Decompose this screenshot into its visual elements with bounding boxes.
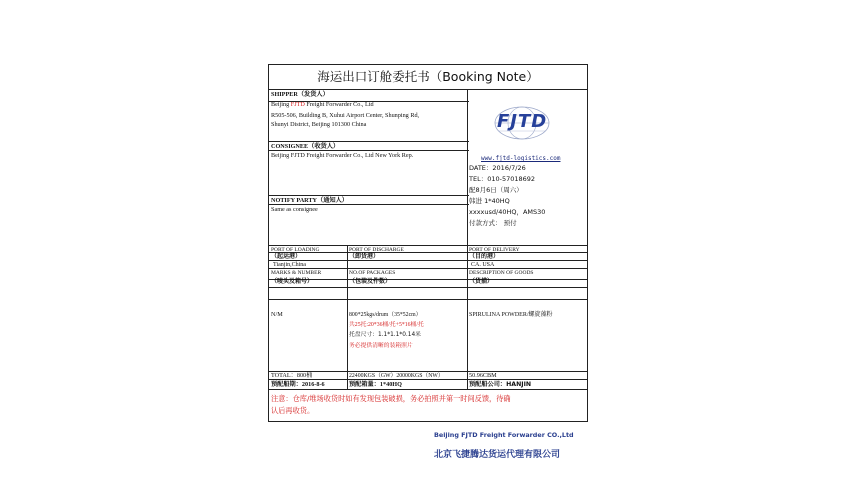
shipper-address-1: R505-506, Building B, Xuhui Airport Center, Shunping Rd, xyxy=(271,112,420,119)
info-schedule: 配8月6日（周六） xyxy=(469,186,523,194)
notice-line-1: 注意：仓库/堆场收货时如有发现包装破损，务必拍照并第一时间反馈，待确 xyxy=(271,394,511,403)
port-of-discharge-label: PORT OF DISCHARGE xyxy=(349,247,404,253)
info-rate: xxxxusd/40HQ，AMS30 xyxy=(469,208,546,216)
port-of-loading-cn: （起运港） xyxy=(271,253,302,260)
notify-header: NOTIFY PARTY（通知人） xyxy=(271,197,348,204)
info-tel: TEL：010-57018692 xyxy=(469,175,536,183)
total-value: TOTAL：800桶 xyxy=(271,372,313,379)
port-of-delivery-value: CA. USA xyxy=(471,262,495,268)
port-of-loading-value: Tianjin,China xyxy=(273,262,306,268)
marks-value: N/M xyxy=(271,311,283,318)
marks-cn: （唛头及箱号） xyxy=(271,278,314,285)
prebook-carrier: 预配船公司：HANJIN xyxy=(469,381,532,388)
port-of-delivery-cn: （目的港） xyxy=(469,253,500,260)
divider xyxy=(269,299,587,300)
notify-value: Same as consignee xyxy=(271,206,318,213)
logo-text: FJTD xyxy=(497,111,548,132)
packages-label: NO.OF PACKAGES xyxy=(349,270,396,276)
packages-cn: （包装及件数） xyxy=(349,278,392,285)
prebook-date: 预配船期：2016-8-6 xyxy=(271,381,325,388)
consignee-name: Beijing FJTD Freight Forwarder Co., Ltd New York Rep. xyxy=(271,152,414,159)
document-title: 海运出口订舱委托书（Booking Note） xyxy=(269,65,587,90)
stamp-chinese-name: 北京飞捷腾达货运代理有限公司 xyxy=(434,450,561,460)
info-payment: 付款方式： 预付 xyxy=(469,219,517,227)
volume-value: 50.96CBM xyxy=(469,372,497,379)
port-of-delivery-label: PORT OF DELIVERY xyxy=(469,247,520,253)
packages-line-3: 托盘尺寸：1.1*1.1*0.14米 xyxy=(349,332,421,338)
port-of-loading-label: PORT OF LOADING xyxy=(271,247,320,253)
divider xyxy=(269,279,587,280)
shipper-header: SHIPPER（发货人） xyxy=(271,91,329,98)
packages-line-4: 务必提供清晰的装箱照片 xyxy=(349,343,413,349)
divider xyxy=(269,260,587,261)
shipper-address-2: Shunyi District, Beijing 101300 China xyxy=(271,121,367,128)
divider xyxy=(269,389,587,390)
weight-value: 22400KGS（GW）20000KGS（NW） xyxy=(349,373,444,379)
packages-line-1: 800*25kgs/drum（35*52cm） xyxy=(349,312,422,318)
description-value: SPIRULINA POWDER/螺旋藻粉 xyxy=(469,312,553,318)
prebook-quantity: 预配箱量：1*40HQ xyxy=(349,381,402,388)
description-label: DESCRIPTION OF GOODS xyxy=(469,270,534,276)
stamp-english-name: Beijing FJTD Freight Forwarder CO.,Ltd xyxy=(434,431,574,439)
divider xyxy=(269,195,469,196)
consignee-header: CONSIGNEE（收货人） xyxy=(271,143,340,150)
info-booking: 韩进 1*40HQ xyxy=(469,197,510,205)
divider xyxy=(467,89,468,389)
marks-label: MARKS & NUMBER xyxy=(271,270,322,276)
description-cn: （货描） xyxy=(469,278,494,285)
packages-line-2: 共25托:20*36桶/托+5*16桶/托 xyxy=(349,322,424,328)
company-stamp xyxy=(434,431,574,465)
divider xyxy=(269,141,469,142)
divider xyxy=(347,245,348,389)
info-date: DATE：2016/7/26 xyxy=(469,164,526,172)
booking-note xyxy=(268,64,588,422)
divider xyxy=(269,287,587,288)
notice-line-2: 认后再收货。 xyxy=(271,406,315,415)
website-link[interactable]: www.fjtd-logistics.com xyxy=(481,155,561,162)
port-of-discharge-cn: （卸货港） xyxy=(349,253,380,260)
shipper-name: Beijing FJTD Freight Forwarder Co., Ltd xyxy=(271,101,374,108)
